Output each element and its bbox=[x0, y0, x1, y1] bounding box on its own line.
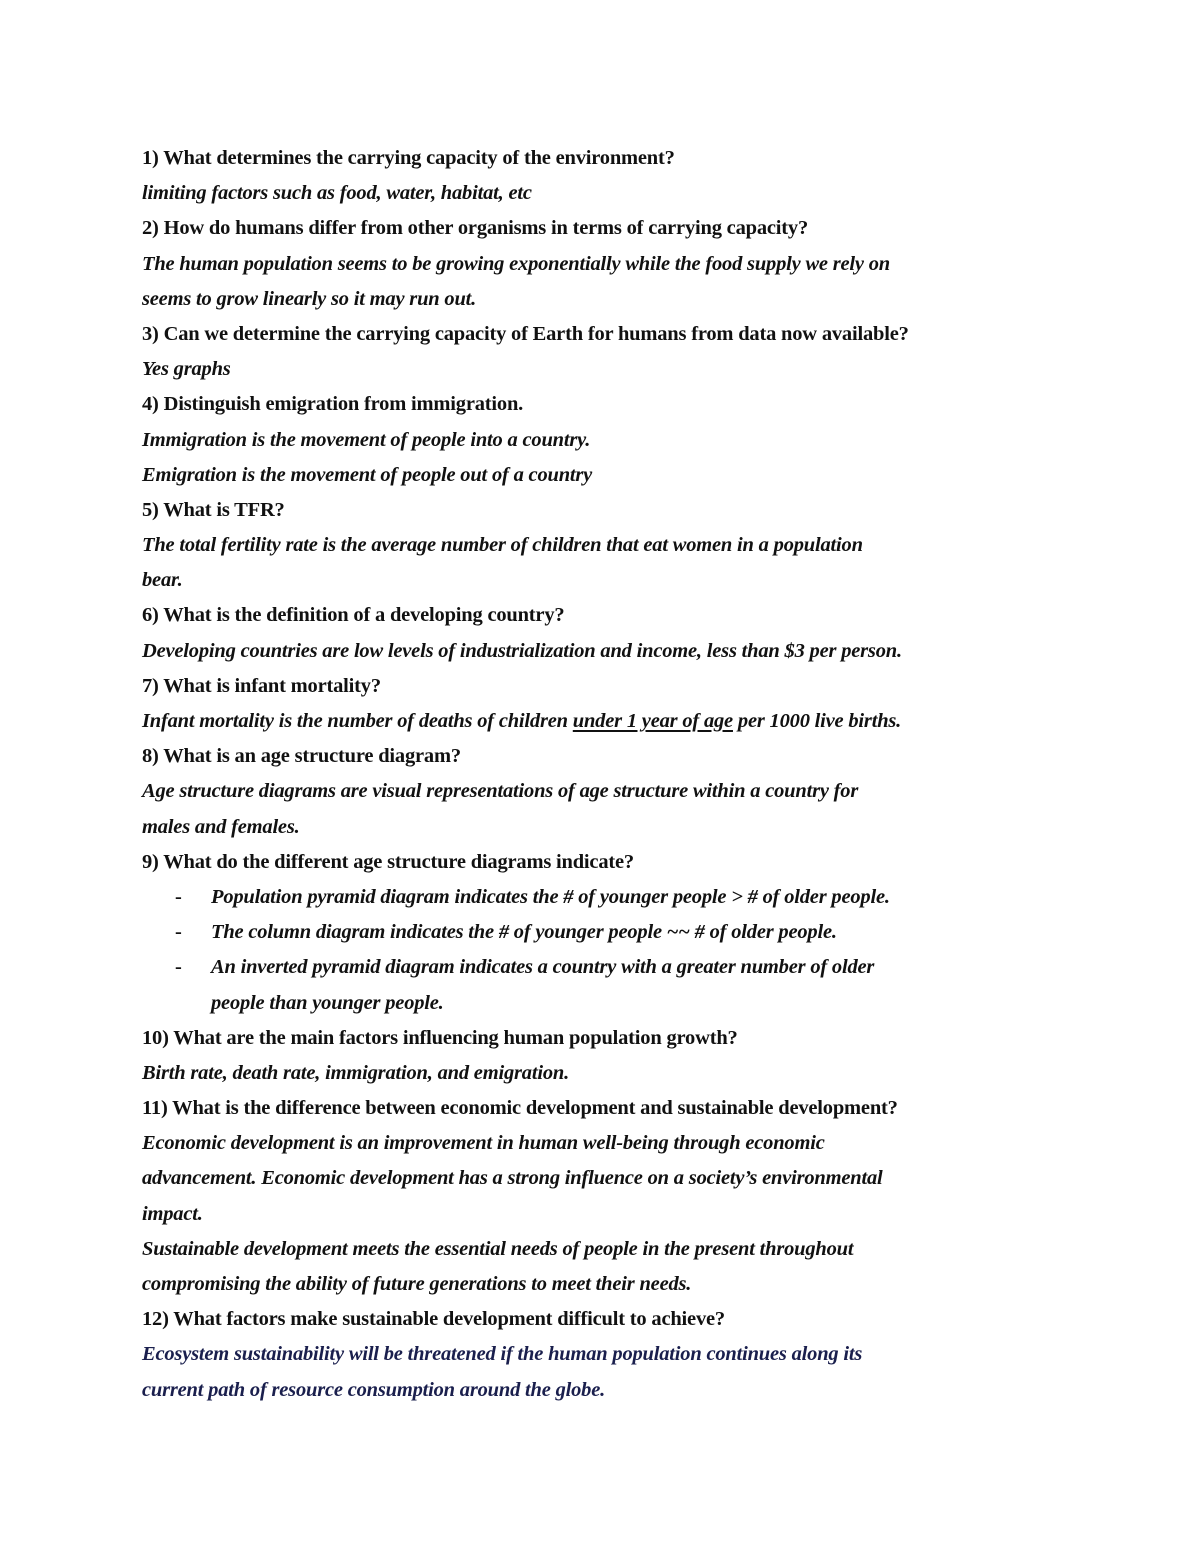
bullet-3-text-line-2: people than younger people. bbox=[211, 991, 444, 1014]
question-10: 10) What are the main factors influencing human population growth? bbox=[142, 1026, 738, 1049]
bullet-marker: - bbox=[175, 956, 182, 979]
answer-2-line-1: The human population seems to be growing exponentially while the food supply we rely on bbox=[142, 252, 890, 275]
answer-7-before: Infant mortality is the number of deaths of children bbox=[142, 710, 573, 732]
answer-9-bullet-1 bbox=[142, 880, 1072, 915]
answer-2-line-2: seems to grow linearly so it may run out. bbox=[142, 287, 477, 310]
answer-12-line-2: current path of resource consumption around the globe. bbox=[142, 1378, 606, 1401]
answer-11-line-2: advancement. Economic development has a strong influence on a society’s environmental bbox=[142, 1167, 883, 1190]
answer-1: limiting factors such as food, water, habitat, etc bbox=[142, 182, 532, 205]
answer-10: Birth rate, death rate, immigration, and emigration. bbox=[142, 1061, 569, 1084]
answer-8-line-2: males and females. bbox=[142, 815, 300, 838]
question-2: 2) How do humans differ from other organisms in terms of carrying capacity? bbox=[142, 217, 808, 240]
bullet-marker: - bbox=[175, 921, 182, 944]
qa-list bbox=[142, 141, 1072, 1408]
question-9: 9) What do the different age structure diagrams indicate? bbox=[142, 850, 634, 873]
question-5: 5) What is TFR? bbox=[142, 498, 285, 521]
answer-4-line-2: Emigration is the movement of people out of a country bbox=[142, 463, 593, 486]
answer-4-line-1: Immigration is the movement of people into a country. bbox=[142, 428, 591, 451]
answer-11-line-5: compromising the ability of future generations to meet their needs. bbox=[142, 1273, 692, 1295]
answer-8-line-1: Age structure diagrams are visual representations of age structure within a country for bbox=[142, 780, 859, 803]
question-4: 4) Distinguish emigration from immigration. bbox=[142, 393, 524, 416]
question-8: 8) What is an age structure diagram? bbox=[142, 745, 461, 768]
bullet-1-text: Population pyramid diagram indicates the # of younger people > # of older people. bbox=[211, 885, 890, 908]
answer-5-line-1: The total fertility rate is the average number of children that eat women in a population bbox=[142, 534, 863, 557]
answer-11-line-3: impact. bbox=[142, 1202, 203, 1225]
question-12: 12) What factors make sustainable development difficult to achieve? bbox=[142, 1308, 725, 1331]
answer-11-line-4: Sustainable development meets the essential needs of people in the present throughout bbox=[142, 1237, 854, 1260]
answer-6: Developing countries are low levels of industrialization and income, less than $3 per person. bbox=[142, 639, 902, 662]
bullet-2-text: The column diagram indicates the # of younger people ~~ # of older people. bbox=[211, 921, 837, 944]
question-3: 3) Can we determine the carrying capacity of Earth for humans from data now available? bbox=[142, 322, 909, 345]
answer-7 bbox=[142, 704, 1072, 739]
answer-3: Yes graphs bbox=[142, 358, 231, 381]
answer-9-bullet-3 bbox=[142, 950, 1072, 985]
answer-7-underlined: under 1 year of age bbox=[572, 710, 733, 732]
question-6: 6) What is the definition of a developing country? bbox=[142, 604, 565, 627]
bullet-marker: - bbox=[175, 885, 182, 908]
question-1: 1) What determines the carrying capacity of the environment? bbox=[142, 147, 675, 169]
question-11: 11) What is the difference between economic development and sustainable development? bbox=[142, 1097, 898, 1120]
answer-9-bullet-2 bbox=[142, 915, 1072, 950]
answer-5-line-2: bear. bbox=[142, 569, 183, 592]
answer-11-line-1: Economic development is an improvement in human well-being through economic bbox=[142, 1132, 825, 1155]
question-7: 7) What is infant mortality? bbox=[142, 674, 381, 697]
answer-7-after: per 1000 live births. bbox=[732, 710, 902, 732]
answer-12-line-1: Ecosystem sustainability will be threatened if the human population continues along its bbox=[142, 1343, 863, 1366]
bullet-3-text-line-1: An inverted pyramid diagram indicates a country with a greater number of older bbox=[211, 956, 875, 979]
